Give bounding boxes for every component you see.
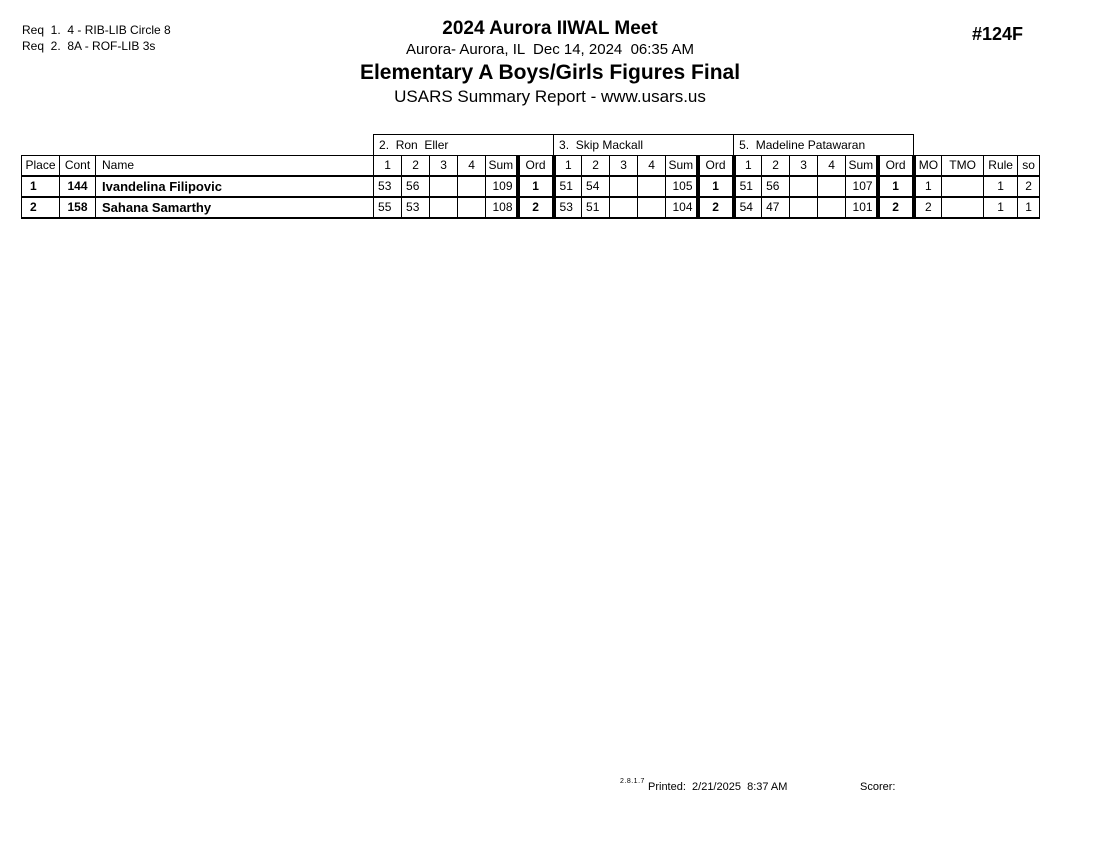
mo-cell: 2 <box>914 197 942 218</box>
col-header-j1-3: 3 <box>430 156 458 176</box>
sum-cell-j2: 104 <box>666 197 698 218</box>
ord-cell-j1: 2 <box>518 197 554 218</box>
scorer-label: Scorer: <box>860 781 896 793</box>
rule-cell: 1 <box>984 176 1018 197</box>
col-header-j1-ord: Ord <box>518 156 554 176</box>
col-header-j1-2: 2 <box>402 156 430 176</box>
col-header-j2-3: 3 <box>610 156 638 176</box>
judge-row-right-spacer <box>914 135 1040 156</box>
col-header-cont: Cont <box>60 156 96 176</box>
judge-header-1: 2. Ron Eller <box>374 135 554 156</box>
score-cell-j3-1: 54 <box>734 197 762 218</box>
score-cell-j1-1: 53 <box>374 176 402 197</box>
col-header-j1-sum: Sum <box>486 156 518 176</box>
ord-cell-j2: 1 <box>698 176 734 197</box>
sum-cell-j3: 101 <box>846 197 878 218</box>
judge-header-3: 5. Madeline Patawaran <box>734 135 914 156</box>
results-table <box>21 134 1040 219</box>
score-cell-j2-3 <box>610 197 638 218</box>
name-cell: Ivandelina Filipovic <box>96 176 374 197</box>
results-table-container <box>21 134 1040 219</box>
score-cell-j3-1: 51 <box>734 176 762 197</box>
requirement-2: Req 2. 8A - ROF-LIB 3s <box>22 39 156 53</box>
col-header-rule: Rule <box>984 156 1018 176</box>
col-header-j3-2: 2 <box>762 156 790 176</box>
score-cell-j2-4 <box>638 176 666 197</box>
score-cell-j2-1: 51 <box>554 176 582 197</box>
score-cell-j2-3 <box>610 176 638 197</box>
col-header-j3-3: 3 <box>790 156 818 176</box>
heat-number: #124F <box>971 24 1023 44</box>
table-row <box>22 176 1040 197</box>
col-header-tmo: TMO <box>942 156 984 176</box>
event-title: Elementary A Boys/Girls Figures Final <box>359 61 741 84</box>
col-header-j1-4: 4 <box>458 156 486 176</box>
score-cell-j1-2: 53 <box>402 197 430 218</box>
score-cell-j2-2: 54 <box>582 176 610 197</box>
score-cell-j1-4 <box>458 176 486 197</box>
tmo-cell <box>942 176 984 197</box>
so-cell: 2 <box>1018 176 1040 197</box>
table-row <box>22 197 1040 218</box>
report-header <box>0 18 1100 109</box>
ord-cell-j1: 1 <box>518 176 554 197</box>
ord-cell-j2: 2 <box>698 197 734 218</box>
col-header-j3-1: 1 <box>734 156 762 176</box>
mo-cell: 1 <box>914 176 942 197</box>
col-header-j1-1: 1 <box>374 156 402 176</box>
column-header-row <box>22 156 1040 176</box>
col-header-j3-4: 4 <box>818 156 846 176</box>
col-header-so: so <box>1018 156 1040 176</box>
ord-cell-j3: 2 <box>878 197 914 218</box>
cont-cell: 158 <box>60 197 96 218</box>
sum-cell-j1: 109 <box>486 176 518 197</box>
score-cell-j3-3 <box>790 176 818 197</box>
so-cell: 1 <box>1018 197 1040 218</box>
meet-title: 2024 Aurora IIWAL Meet <box>442 18 658 39</box>
software-version: 2.8.1.7 <box>620 778 645 785</box>
score-cell-j1-1: 55 <box>374 197 402 218</box>
score-cell-j2-4 <box>638 197 666 218</box>
score-cell-j2-2: 51 <box>582 197 610 218</box>
judge-row-left-spacer <box>22 135 374 156</box>
score-cell-j3-3 <box>790 197 818 218</box>
col-header-j2-2: 2 <box>582 156 610 176</box>
cont-cell: 144 <box>60 176 96 197</box>
tmo-cell <box>942 197 984 218</box>
score-cell-j2-1: 53 <box>554 197 582 218</box>
meet-location-date: Aurora- Aurora, IL Dec 14, 2024 06:35 AM <box>406 41 694 58</box>
report-type: USARS Summary Report - www.usars.us <box>394 87 706 106</box>
ord-cell-j3: 1 <box>878 176 914 197</box>
col-header-mo: MO <box>914 156 942 176</box>
col-header-j2-ord: Ord <box>698 156 734 176</box>
col-header-j2-4: 4 <box>638 156 666 176</box>
col-header-name: Name <box>96 156 374 176</box>
score-cell-j1-2: 56 <box>402 176 430 197</box>
score-cell-j3-2: 56 <box>762 176 790 197</box>
col-header-j2-sum: Sum <box>666 156 698 176</box>
col-header-j3-ord: Ord <box>878 156 914 176</box>
col-header-j3-sum: Sum <box>846 156 878 176</box>
sum-cell-j2: 105 <box>666 176 698 197</box>
judge-header-row <box>22 135 1040 156</box>
requirement-1: Req 1. 4 - RIB-LIB Circle 8 <box>22 23 171 37</box>
rule-cell: 1 <box>984 197 1018 218</box>
judge-header-2: 3. Skip Mackall <box>554 135 734 156</box>
score-cell-j3-2: 47 <box>762 197 790 218</box>
score-cell-j3-4 <box>818 197 846 218</box>
sum-cell-j3: 107 <box>846 176 878 197</box>
place-cell: 2 <box>22 197 60 218</box>
score-cell-j1-3 <box>430 197 458 218</box>
name-cell: Sahana Samarthy <box>96 197 374 218</box>
score-cell-j3-4 <box>818 176 846 197</box>
sum-cell-j1: 108 <box>486 197 518 218</box>
place-cell: 1 <box>22 176 60 197</box>
score-cell-j1-4 <box>458 197 486 218</box>
score-cell-j1-3 <box>430 176 458 197</box>
col-header-j2-1: 1 <box>554 156 582 176</box>
col-header-place: Place <box>22 156 60 176</box>
printed-timestamp: Printed: 2/21/2025 8:37 AM <box>648 781 788 793</box>
